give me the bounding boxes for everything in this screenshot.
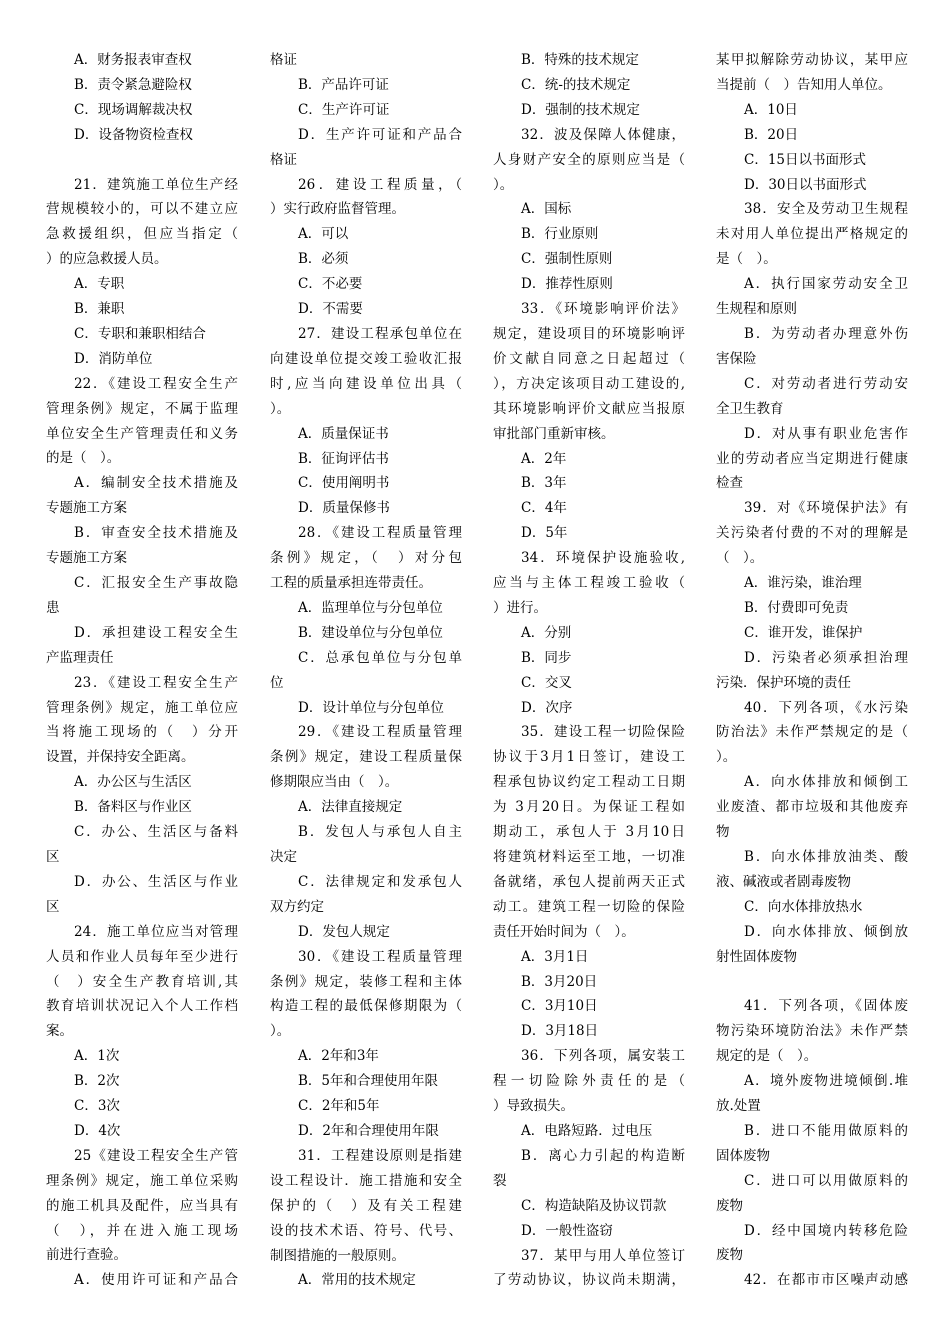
text-line: 协议于3月1日签订，建设工 [493, 749, 685, 766]
text-line: 单位安全生产管理责任和义务 [46, 425, 238, 442]
text-line: B．责令紧急避险权 [74, 76, 192, 93]
text-line: B．产品许可证 [298, 76, 389, 93]
text-line: 教育培训状况记入个人工作档 [46, 998, 238, 1015]
text-line: D．2年和合理使用年限 [298, 1122, 439, 1139]
text-line: 格证 [270, 151, 297, 168]
text-line: B．向水体排放油类、酸 [744, 849, 908, 865]
text-line: A．2年和3年 [298, 1048, 379, 1065]
text-line: C．现场调解裁决权 [74, 101, 193, 118]
text-line: C．办公、生活区与备料 [74, 824, 238, 841]
text-line: 污染．保护环境的责任 [716, 674, 851, 691]
text-line: 条例》规定，（ ）对分包 [270, 550, 462, 567]
text-line: 固体废物 [716, 1147, 770, 1164]
text-line: 射性固体废物 [716, 948, 797, 965]
text-line: 动工。建筑工程一切险的保险 [493, 898, 685, 915]
text-line: 28．《建设工程质量管理 [298, 525, 462, 542]
text-line: C．法律规定和发承包人 [298, 873, 462, 890]
text-line: A．电路短路．过电压 [521, 1122, 653, 1139]
text-line: A．专职 [74, 276, 125, 293]
text-line: 业废渣、都市垃圾和其他废弃 [716, 799, 908, 816]
text-column-4 [716, 48, 908, 1293]
text-line: A．10日 [744, 101, 798, 118]
text-line: D．4次 [74, 1122, 121, 1139]
text-line: ）进行。 [493, 599, 547, 616]
text-line: ）。 [716, 749, 737, 766]
text-line: 27．建设工程承包单位在 [298, 325, 462, 342]
text-line: C．生产许可证 [298, 101, 390, 118]
text-line: D．30日以书面形式 [744, 176, 867, 193]
text-line: D．消防单位 [74, 350, 153, 367]
text-line: C．不必要 [298, 276, 363, 293]
text-line: 条例》规定，装修工程和主体 [270, 973, 462, 990]
text-line: 期动工，承包人于 3月10日 [493, 824, 685, 841]
text-line: ）。 [270, 400, 291, 417]
text-line: 39．对《环境保护法》有 [744, 500, 908, 517]
text-line: 双方约定 [270, 898, 324, 915]
text-line: B．审查安全技术措施及 [74, 525, 238, 542]
text-line: B．征询评估书 [298, 450, 389, 467]
text-line: C．2年和5年 [298, 1098, 380, 1115]
text-line: 急救援组织，但应当指定（ [46, 226, 238, 243]
text-line: （ ）。 [716, 550, 764, 567]
text-line: C．3次 [74, 1098, 120, 1115]
text-line: B．20日 [744, 126, 799, 143]
text-line: 保护的（ ）及有关工程建 [270, 1197, 462, 1214]
text-line: B．必须 [298, 251, 349, 268]
text-line: 营规模较小的，可以不建立应 [46, 201, 238, 218]
text-line: A．常用的技术规定 [298, 1272, 416, 1289]
text-line: 41．下列各项，《固体废 [744, 998, 908, 1015]
text-line: C．构造缺陷及协议罚款 [521, 1197, 667, 1214]
text-line: 区 [46, 898, 60, 915]
text-line: D．不需要 [298, 301, 363, 318]
text-line: 30．《建设工程质量管理 [298, 948, 462, 965]
text-line: 时,应当向建设单位出具（ [270, 375, 462, 392]
text-line: A．法律直接规定 [298, 799, 403, 816]
text-line: D．生产许可证和产品合 [298, 126, 462, 143]
blank-line [46, 148, 238, 173]
text-line: A．执行国家劳动安全卫 [744, 276, 908, 293]
text-line: D．3月18日 [521, 1023, 599, 1040]
text-line: A．国标 [521, 201, 572, 218]
text-line: 向建设单位提交竣工验收汇报 [270, 350, 462, 367]
text-line: 工程的质量承担连带责任。 [270, 575, 432, 592]
text-line: A．分别 [521, 624, 572, 641]
text-line: 的是（ ）。 [46, 450, 121, 467]
text-line: 物 [716, 824, 730, 841]
text-line: B．建设单位与分包单位 [298, 624, 443, 641]
text-line: B．进口不能用做原料的 [744, 1122, 908, 1139]
text-line: 理条例》规定，施工单位采购 [46, 1172, 238, 1189]
text-line: 修期限应当由（ ）。 [270, 774, 399, 791]
text-line: D．质量保修书 [298, 500, 390, 517]
text-line: 备就绪，承包人提前两天正式 [493, 873, 685, 890]
text-line: （ ）安全生产教育培训,其 [46, 973, 238, 990]
text-column-2 [270, 48, 462, 1293]
text-line: 23．《建设工程安全生产 [74, 674, 238, 691]
text-line: C．总承包单位与分包单 [298, 649, 462, 666]
text-line: B．3月20日 [521, 973, 598, 990]
text-line: 21．建筑施工单位生产经 [74, 176, 238, 193]
text-line: D．强制的技术规定 [521, 101, 640, 118]
text-line: 审批部门重新审核。 [493, 425, 615, 442]
text-line: 设置，并保持安全距离。 [46, 749, 195, 766]
text-line: 29．《建设工程质量管理 [298, 724, 462, 741]
text-line: 其环境影响评价文献应当报原 [493, 400, 685, 417]
text-line: D．向水体排放、倾倒放 [744, 923, 908, 940]
text-line: C．统-的技术规定 [521, 76, 631, 93]
text-line: 40．下列各项，《水污染 [744, 699, 908, 716]
text-line: 制图措施的一般原则。 [270, 1247, 405, 1264]
text-line: A．可以 [298, 226, 349, 243]
text-line: C．使用阐明书 [298, 475, 390, 492]
text-line: B．兼职 [74, 301, 125, 318]
text-line: D．次序 [521, 699, 573, 716]
text-line: B．3年 [521, 475, 567, 492]
text-line: 患 [46, 599, 60, 616]
text-line: 当提前（ ）告知用人单位。 [716, 76, 892, 93]
text-line: A．质量保证书 [298, 425, 389, 442]
text-line: B．5年和合理使用年限 [298, 1073, 439, 1090]
text-line: C．谁开发，谁保护 [744, 624, 863, 641]
text-line: 专题施工方案 [46, 550, 127, 567]
text-line: 38．安全及劳动卫生规程 [744, 201, 908, 218]
text-line: 液、碱液或者剧毒废物 [716, 873, 851, 890]
text-line: B．付费即可免责 [744, 599, 849, 616]
text-line: 人身财产安全的原则应当是（ [493, 151, 685, 168]
text-line: D．一般性盗窃 [521, 1222, 613, 1239]
text-line: 37．某甲与用人单位签订 [521, 1247, 685, 1264]
text-line: A．谁污染，谁治理 [744, 575, 862, 592]
text-line: （ ），并在进入施工现场 [46, 1222, 238, 1239]
text-line: A．使用许可证和产品合 [74, 1272, 238, 1289]
text-line: A．监理单位与分包单位 [298, 599, 443, 616]
text-line: 应当与主体工程竣工验收（ [493, 575, 685, 592]
text-line: C．专职和兼职相结合 [74, 325, 206, 342]
text-line: 裂 [493, 1172, 507, 1189]
text-line: 31．工程建设原则是指建 [298, 1147, 462, 1164]
text-line: D．对从事有职业危害作 [744, 425, 908, 442]
text-line: D．污染者必须承担治理 [744, 649, 908, 666]
text-line: D．发包人规定 [298, 923, 390, 940]
text-line: 24．施工单位应当对管理 [74, 923, 238, 940]
text-line: C．3月10日 [521, 998, 598, 1015]
text-line: A．3月1日 [521, 948, 589, 965]
text-line: B．离心力引起的构造断 [521, 1147, 685, 1164]
text-line: 关污染者付费的不对的理解是 [716, 525, 908, 542]
text-line: A．财务报表审查权 [74, 52, 192, 68]
text-line: 生规程和原则 [716, 301, 797, 318]
text-line: 条例》规定，建设工程质量保 [270, 749, 462, 766]
text-line: 防治法》未作严禁规定的是（ [716, 724, 908, 741]
text-line: 废物 [716, 1197, 743, 1214]
text-line: A．向水体排放和倾倒工 [744, 774, 908, 791]
text-line: 当将施工现场的（ ）分开 [46, 724, 238, 741]
text-line: A．编制安全技术措施及 [74, 475, 238, 492]
text-line: 废物 [716, 1247, 743, 1264]
text-line: A．1次 [74, 1048, 120, 1065]
text-line: 物污染环境防治法》未作严禁 [716, 1023, 908, 1040]
text-line: D．设计单位与分包单位 [298, 699, 444, 716]
text-line: 将建筑材料运至工地，一切准 [493, 849, 685, 865]
text-line: 价文献自同意之日起超过（ [493, 350, 685, 367]
blank-line [716, 970, 908, 995]
text-line: 害保险 [716, 350, 757, 367]
text-line: 25《建设工程安全生产管 [74, 1147, 238, 1164]
text-line: B．行业原则 [521, 226, 599, 243]
text-line: 格证 [270, 52, 297, 68]
text-line: ），方决定该项目动工建设的, [493, 375, 685, 392]
text-line: 规定，建设项目的环境影响评 [493, 325, 685, 342]
text-line: D．推荐性原则 [521, 276, 613, 293]
text-line: 未对用人单位提出严格规定的 [716, 226, 908, 243]
text-line: 为 3月20日。为保证工程如 [493, 799, 685, 816]
text-line: 放.处置 [716, 1098, 761, 1115]
text-line: 区 [46, 848, 60, 865]
text-line: C．4年 [521, 500, 567, 517]
text-line: D．经中国境内转移危险 [744, 1222, 908, 1239]
text-line: 程一切险除外责任的是（ [493, 1073, 685, 1090]
text-line: 人员和作业人员每年至少进行 [46, 948, 238, 965]
text-line: C．对劳动者进行劳动安 [744, 375, 908, 392]
text-line: B．为劳动者办理意外伤 [744, 325, 908, 342]
text-line: D．办公、生活区与作业 [74, 873, 238, 890]
text-line: C．交叉 [521, 674, 572, 691]
text-line: 管理条例》规定，施工单位应 [46, 699, 238, 716]
text-line: 业的劳动者应当定期进行健康 [716, 450, 908, 467]
text-line: ）导致损失。 [493, 1098, 574, 1115]
text-line: C．向水体排放热水 [744, 898, 863, 915]
text-line: 26．建设工程质量，（ [298, 176, 462, 193]
text-line: 位 [270, 674, 284, 691]
text-line: C．强制性原则 [521, 251, 613, 268]
text-line: 了劳动协议，协议尚未期满， [493, 1272, 685, 1289]
text-line: 35．建设工程一切险保险 [521, 724, 685, 741]
text-line: 设工程设计．施工措施和安全 [270, 1172, 462, 1189]
text-column-1 [46, 48, 238, 1293]
text-line: 的施工机具及配件，应当具有 [46, 1197, 238, 1214]
text-line: 责任开始时间为（ ）。 [493, 923, 635, 940]
text-line: 34．环境保护设施验收, [521, 550, 685, 567]
text-column-3 [493, 48, 685, 1293]
text-line: ）。 [493, 176, 514, 193]
text-line: 决定 [270, 849, 297, 865]
text-line: A．2年 [521, 450, 567, 467]
text-line: B．同步 [521, 649, 572, 666]
text-line: 规定的是（ ）。 [716, 1048, 818, 1065]
text-line: A．境外废物进境倾倒.堆 [744, 1073, 908, 1090]
text-line: 程承包协议约定工程动工日期 [493, 774, 685, 791]
text-line: D．5年 [521, 525, 568, 542]
text-line: 前进行查验。 [46, 1247, 127, 1264]
text-line: B．2次 [74, 1073, 120, 1090]
text-line: 33．《环境影响评价法》 [521, 301, 685, 318]
text-line: D．设备物资检查权 [74, 126, 193, 143]
text-line: 某甲拟解除劳动协议，某甲应 [716, 52, 908, 68]
text-line: 构造工程的最低保修期限为（ [270, 998, 462, 1015]
text-line: 管理条例》规定，不属于监理 [46, 400, 238, 417]
text-line: 检查 [716, 475, 743, 492]
text-line: D．承担建设工程安全生 [74, 624, 238, 641]
text-line: 是（ ）。 [716, 251, 777, 268]
text-line: C．进口可以用做原料的 [744, 1172, 908, 1189]
text-line: 全卫生教育 [716, 400, 784, 417]
text-line: ）。 [270, 1023, 291, 1040]
text-line: 设的技术术语、符号、代号、 [270, 1222, 462, 1239]
text-line: A．办公区与生活区 [74, 774, 192, 791]
text-line: 专题施工方案 [46, 500, 127, 517]
text-line: 36．下列各项，属安装工 [521, 1048, 685, 1065]
text-line: 42．在都市市区噪声动感 [744, 1272, 908, 1289]
text-line: 22．《建设工程安全生产 [74, 375, 238, 392]
text-line: B．备料区与作业区 [74, 799, 192, 816]
text-line: C．汇报安全生产事故隐 [74, 575, 238, 592]
text-line: ）实行政府监督管理。 [270, 201, 405, 218]
text-line: B．特殊的技术规定 [521, 52, 639, 68]
text-line: B．发包人与承包人自主 [298, 824, 462, 841]
text-line: C．15日以书面形式 [744, 151, 867, 168]
text-line: 产监理责任 [46, 649, 114, 666]
text-line: 案。 [46, 1023, 73, 1040]
text-line: ）的应急救援人员。 [46, 251, 168, 268]
text-line: 32．波及保障人体健康， [521, 126, 685, 143]
